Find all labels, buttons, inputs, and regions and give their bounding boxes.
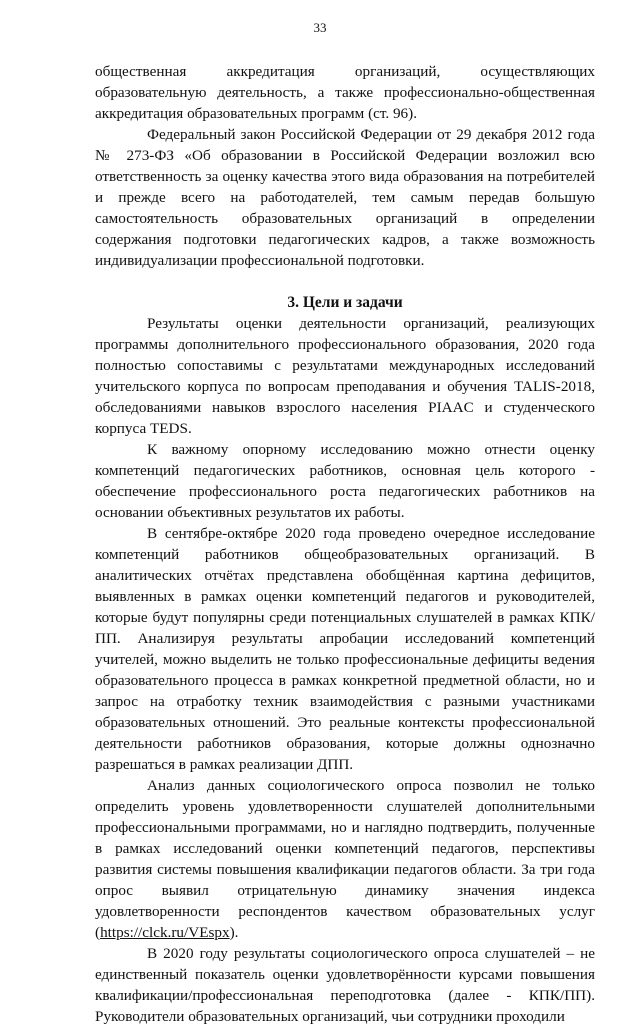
body-text (95, 61, 595, 1027)
paragraph-results: Результаты оценки деятельности организаций, реализующих программы дополнительного профессионального образования, 2020 года полностью сопоставимы с результатами международных исследований учительского корпуса по вопросам преподавания и обучения TALIS-2018, обследованиями навыков взрослого населения PIAAC и студенческого корпуса TEDS. (95, 315, 595, 437)
paragraph-survey-2020: В 2020 году результаты социологического опроса слушателей – не единственный показатель оценки удовлетворённости курсами повышения квалификации/профессиональная переподготовка (далее - КПК/ПП). Руководители образовательных организаций, чьи сотрудники проходили (95, 945, 595, 1025)
paragraph-autumn-study: В сентябре-октябре 2020 года проведено очередное исследование компетенций работников общеобразовательных организаций. В аналитических отчётах представлена обобщённая картина дефицитов, выявленных в рамках оценки компетенций педагогов и руководителей, которые будут популярны среди потенциальных слушателей в рамках КПК/ПП. Анализируя результаты апробации исследований компетенций учителей, можно выделить не только профессиональные дефициты ведения образовательного процесса в рамках конкретной предметной области, но и запрос на отработку техник взаимодействия с разными участниками образовательных отношений. Это реальные контексты профессиональной деятельности работников образования, которые должны однозначно разрешаться в рамках реализации ДПП. (95, 525, 595, 773)
paragraph-accreditation: общественная аккредитация организаций, осуществляющих образовательную деятельность, а также профессионально-общественная аккредитация образовательных программ (ст. 96). (95, 63, 595, 122)
paragraph-competence-study: К важному опорному исследованию можно отнести оценку компетенций педагогических работников, основная цель которого - обеспечение профессионального роста педагогических работников на основании объективных результатов их работы. (95, 441, 595, 521)
survey-text-end: ). (229, 924, 239, 941)
paragraph-federal-law: Федеральный закон Российской Федерации от 29 декабря 2012 года № 273-ФЗ «Об образовании в Российской Федерации возложил всю ответственность за оценку качества этого вида образования на потребителей и прежде всего на работодателей, тем самым передав большую самостоятельность образовательных организаций в определении содержания подготовки педагогических кадров, а также возможность индивидуализации профессиональной подготовки. (95, 126, 595, 269)
survey-text: Анализ данных социологического опроса позволил не только определить уровень удовлетворенности слушателей дополнительными профессиональными программами, но и наглядно подтвердить, полученные в рамках исследований оценки компетенций педагогов, перспективы развития системы повышения квалификации педагогов области. За три года опрос выявил отрицательную динамику значения индекса удовлетворенности респондентов качеством образовательных услуг ( (95, 777, 595, 941)
section-heading: 3. Цели и задачи (287, 294, 403, 311)
paragraph-survey-analysis (95, 775, 595, 943)
survey-link[interactable]: https://clck.ru/VEspx (100, 924, 230, 941)
page-number: 33 (313, 20, 327, 35)
